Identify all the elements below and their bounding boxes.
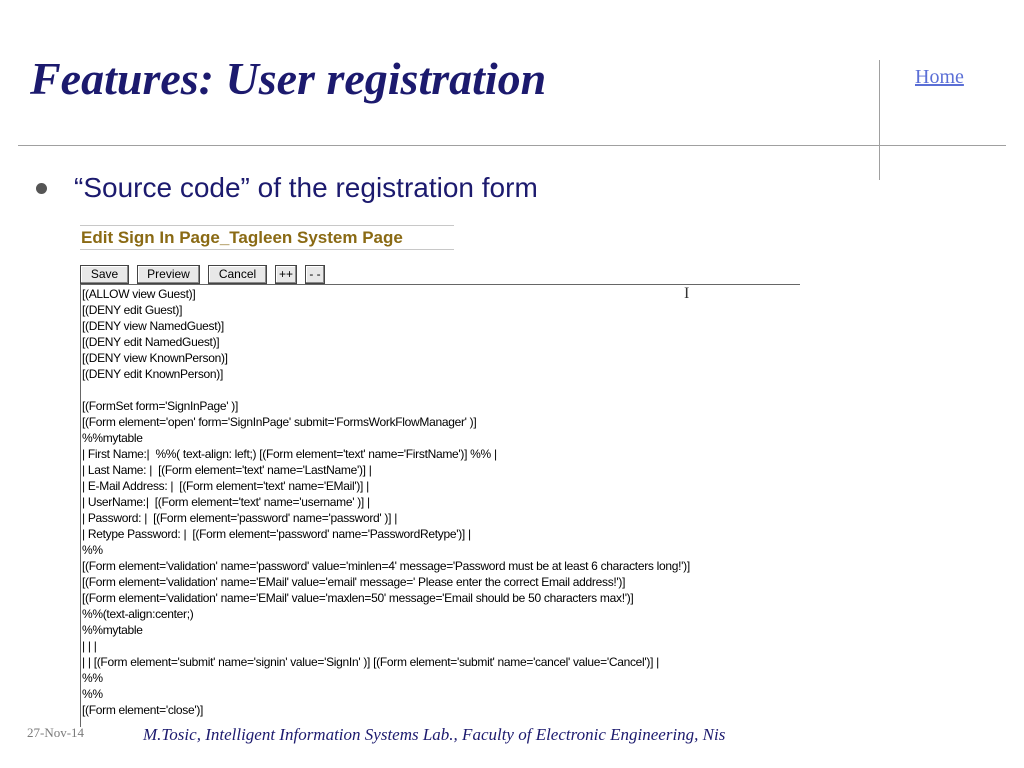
slide-footer: M.Tosic, Intelligent Information Systems Lab., Faculty of Electronic Engineering, Nis [143,725,726,744]
code-editor[interactable] [82,286,690,718]
header-top-rule [80,225,454,226]
code-line: [(Form element='validation' name='EMail' value='maxlen=50' message='Email should be 50 characters max!')] [82,591,634,605]
code-line: [(DENY edit Guest)] [82,303,183,317]
code-line: | UserName:| [(Form element='text' name='username' )] | [82,495,370,509]
code-line: %% [82,671,103,685]
code-line: | | | [82,639,97,653]
bullet-dot-icon [36,183,47,194]
code-line: %%(text-align:center;) [82,607,194,621]
editor-page-title: Edit Sign In Page_Tagleen System Page [81,228,403,247]
home-link[interactable]: Home [915,66,964,88]
code-line: [(DENY view KnownPerson)] [82,351,228,365]
code-line: [(Form element='validation' name='password' value='minlen=4' message='Password must be at least 6 characters long!')] [82,559,690,573]
code-line: %%mytable [82,623,143,637]
code-line: [(DENY edit NamedGuest)] [82,335,220,349]
editor-left-border [80,285,81,727]
header-bottom-rule [80,249,454,250]
slide-date: 27-Nov-14 [27,725,85,740]
code-line: %%mytable [82,431,143,445]
title-divider [18,145,1006,146]
code-line: %% [82,687,103,701]
text-cursor-icon: I [684,285,690,302]
code-line: [(ALLOW view Guest)] [82,287,196,301]
code-line: [(FormSet form='SignInPage' )] [82,399,238,413]
code-line: | Retype Password: | [(Form element='password' name='PasswordRetype')] | [82,527,471,541]
code-line: %% [82,543,103,557]
code-line: [(Form element='close')] [82,703,204,717]
expand-button[interactable]: ++ [275,265,297,284]
editor-screenshot [80,222,802,730]
code-line [82,382,690,398]
code-line: | E-Mail Address: | [(Form element='text' name='EMail')] | [82,479,369,493]
slide-title: Features: User registration [30,53,547,104]
code-line: | First Name:| %%( text-align: left;) [(Form element='text' name='FirstName')] %% | [82,447,497,461]
code-line: [(DENY view NamedGuest)] [82,319,224,333]
toolbar-rule [80,284,800,285]
code-line: [(Form element='validation' name='EMail' value='email' message=' Please enter the correct Email address!')] [82,575,626,589]
vertical-divider [879,60,880,180]
bullet-text: “Source code” of the registration form [74,172,538,203]
code-line: [(Form element='open' form='SignInPage' submit='FormsWorkFlowManager' )] [82,415,477,429]
code-line: | Password: | [(Form element='password' name='password' )] | [82,511,398,525]
code-line: | Last Name: | [(Form element='text' name='LastName')] | [82,463,372,477]
collapse-button[interactable]: - - [305,265,325,284]
cancel-button[interactable]: Cancel [208,265,267,284]
code-line: [(DENY edit KnownPerson)] [82,367,224,381]
preview-button[interactable]: Preview [137,265,200,284]
save-button[interactable]: Save [80,265,129,284]
code-line: | | [(Form element='submit' name='signin' value='SignIn' )] [(Form element='submit' name='cancel' value='Cancel')] | [82,655,659,669]
